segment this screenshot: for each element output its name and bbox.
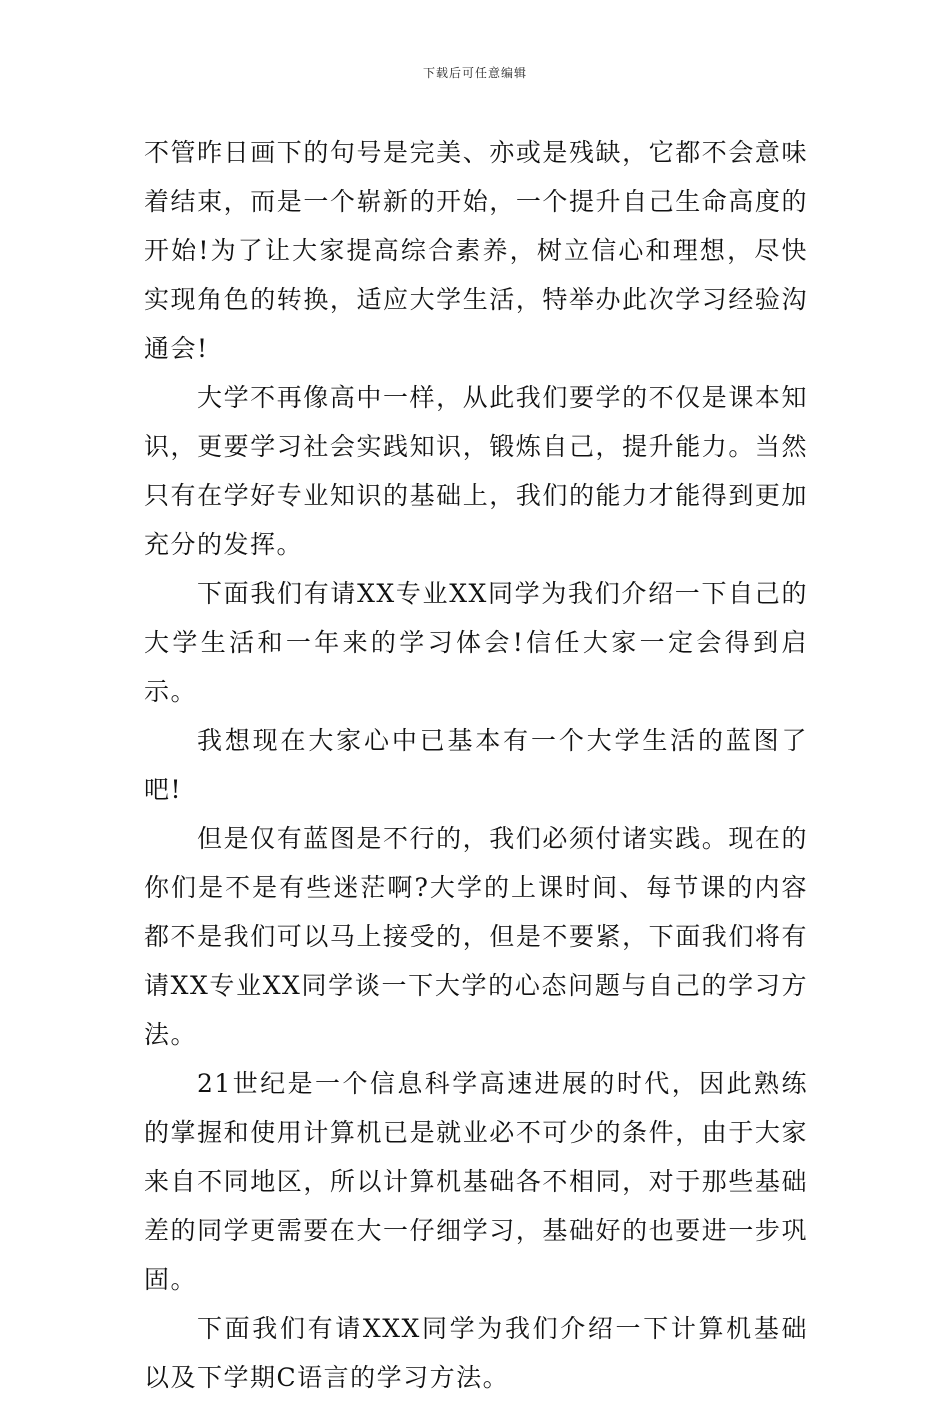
paragraph-university-study: 大学不再像高中一样，从此我们要学的不仅是课本知识，更要学习社会实践知识，锻炼自己，提升能力。当然只有在学好专业知识的基础上，我们的能力才能得到更加充分的发挥。 (144, 383, 808, 559)
paragraph-opening: 不管昨日画下的句号是完美、亦或是残缺，它都不会意味着结束，而是一个崭新的开始，一个提升自己生命高度的开始!为了让大家提高综合素养，树立信心和理想，尽快实现角色的转换，适应大学生活，特举办此次学习经验沟通会! (144, 138, 808, 363)
paragraph-speaker-intro-3: 下面我们有请XXX同学为我们介绍一下计算机基础以及下学期C语言的学习方法。 (144, 1314, 808, 1392)
document-body (144, 128, 808, 1402)
page-header-note: 下载后可任意编辑 (422, 66, 527, 80)
paragraph-computer-skills: 21世纪是一个信息科学高速进展的时代，因此熟练的掌握和使用计算机已是就业必不可少的条件，由于大家来自不同地区，所以计算机基础各不相同，对于那些基础差的同学更需要在大一仔细学习，基础好的也要进一步巩固。 (144, 1069, 808, 1294)
paragraph-speaker-intro-2: 但是仅有蓝图是不行的，我们必须付诸实践。现在的你们是不是有些迷茫啊?大学的上课时间、每节课的内容都不是我们可以马上接受的，但是不要紧，下面我们将有请XX专业XX同学谈一下大学的心态问题与自己的学习方法。 (144, 824, 808, 1049)
paragraph-blueprint: 我想现在大家心中已基本有一个大学生活的蓝图了吧! (144, 726, 808, 804)
paragraph-speaker-intro-1: 下面我们有请XX专业XX同学为我们介绍一下自己的大学生活和一年来的学习体会!信任大家一定会得到启示。 (144, 579, 808, 706)
